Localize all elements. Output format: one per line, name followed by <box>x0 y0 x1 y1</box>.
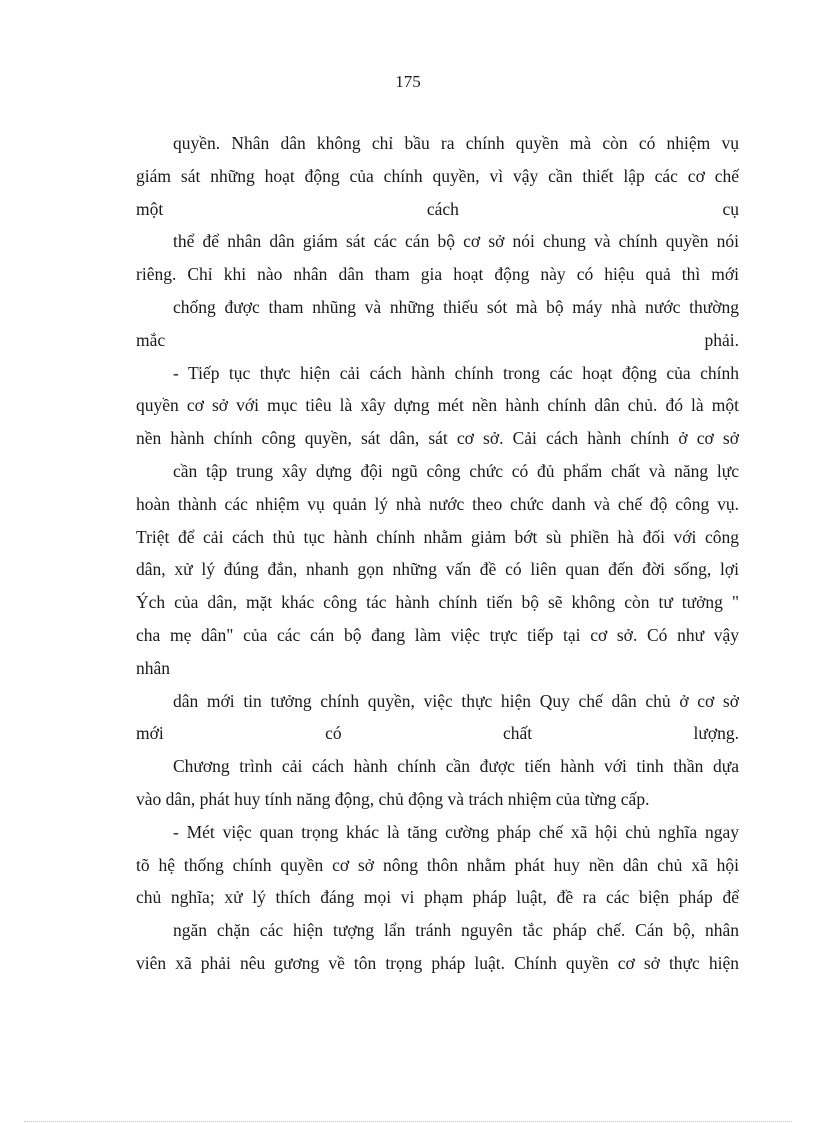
text-line: Triệt để cải cách thủ tục hành chính nhằm giảm bớt sù phiền hà đối với công <box>136 526 739 547</box>
text-word: lượng. <box>693 723 739 744</box>
text-line: thể để nhân dân giám sát các cán bộ cơ sở nói chung và chính quyền nói <box>173 231 739 252</box>
text-line: ngăn chặn các hiện tượng lẩn tránh nguyên tắc pháp chế. Cán bộ, nhân <box>173 920 739 941</box>
text-word: cụ <box>722 198 739 219</box>
text-line: riêng. Chỉ khi nào nhân dân tham gia hoạt động này có hiệu quả thì mới <box>136 264 739 285</box>
text-line: cha mẹ dân" của các cán bộ đang làm việc trực tiếp tại cơ sở. Có như vậy <box>136 624 739 645</box>
text-line: giám sát những hoạt động của chính quyền, vì vậy cần thiết lập các cơ chế <box>136 165 739 186</box>
text-line: quyền. Nhân dân không chỉ bầu ra chính quyền mà còn có nhiệm vụ <box>173 133 739 153</box>
text-line: chủ nghĩa; xử lý thích đáng mọi vi phạm pháp luật, đề ra các biện pháp để <box>136 887 739 908</box>
text-line: nhân <box>136 657 171 678</box>
page-number: 175 <box>395 72 421 91</box>
body-text <box>136 127 739 980</box>
text-line: viên xã phải nêu gương về tôn trọng pháp luật. Chính quyền cơ sở thực hiện <box>136 952 739 973</box>
text-word: phải. <box>704 329 739 350</box>
text-word: một <box>136 198 164 219</box>
text-line: dân, xử lý đúng đắn, nhanh gọn những vấn đề có liên quan đến đời sống, lợi <box>136 559 739 580</box>
text-line: nền hành chính công quyền, sát dân, sát cơ sở. Cải cách hành chính ở cơ sở <box>136 428 739 449</box>
text-line: cần tập trung xây dựng đội ngũ công chức có đủ phẩm chất và năng lực <box>173 460 739 481</box>
text-line <box>136 717 739 750</box>
text-line: dân mới tin tưởng chính quyền, việc thực hiện Quy chế dân chủ ở cơ sở <box>173 690 739 711</box>
text-line: quyền cơ sở với mục tiêu là xây dựng mét nền hành chính dân chủ. đó là một <box>136 395 739 416</box>
text-line <box>136 324 739 357</box>
text-word: có <box>325 723 342 744</box>
text-line: - Tiếp tục thực hiện cải cách hành chính trong các hoạt động của chính <box>173 362 739 383</box>
text-line: vào dân, phát huy tính năng động, chủ động và trách nhiệm của từng cấp. <box>136 788 650 809</box>
text-word: mới <box>136 723 164 744</box>
text-line: chống được tham nhũng và những thiếu sót mà bộ máy nhà nước thường <box>173 296 739 317</box>
text-line: hoàn thành các nhiệm vụ quản lý nhà nước theo chức danh và chế độ công vụ. <box>136 493 739 514</box>
text-line <box>136 193 739 226</box>
text-line: - Mét việc quan trọng khác là tăng cường pháp chế xã hội chủ nghĩa ngay <box>173 821 739 842</box>
text-word: cách <box>426 198 459 219</box>
text-line: Chương trình cải cách hành chính cần được tiến hành với tinh thần dựa <box>173 756 739 777</box>
text-word: mắc <box>136 329 166 350</box>
page-bottom-border <box>24 1121 792 1122</box>
text-word: chất <box>502 723 533 744</box>
text-line: Ých của dân, mặt khác công tác hành chính tiến bộ sẽ không còn tư tưởng " <box>136 592 739 613</box>
text-line: tõ hệ thống chính quyền cơ sở nông thôn nhằm phát huy nền dân chủ xã hội <box>136 854 739 875</box>
